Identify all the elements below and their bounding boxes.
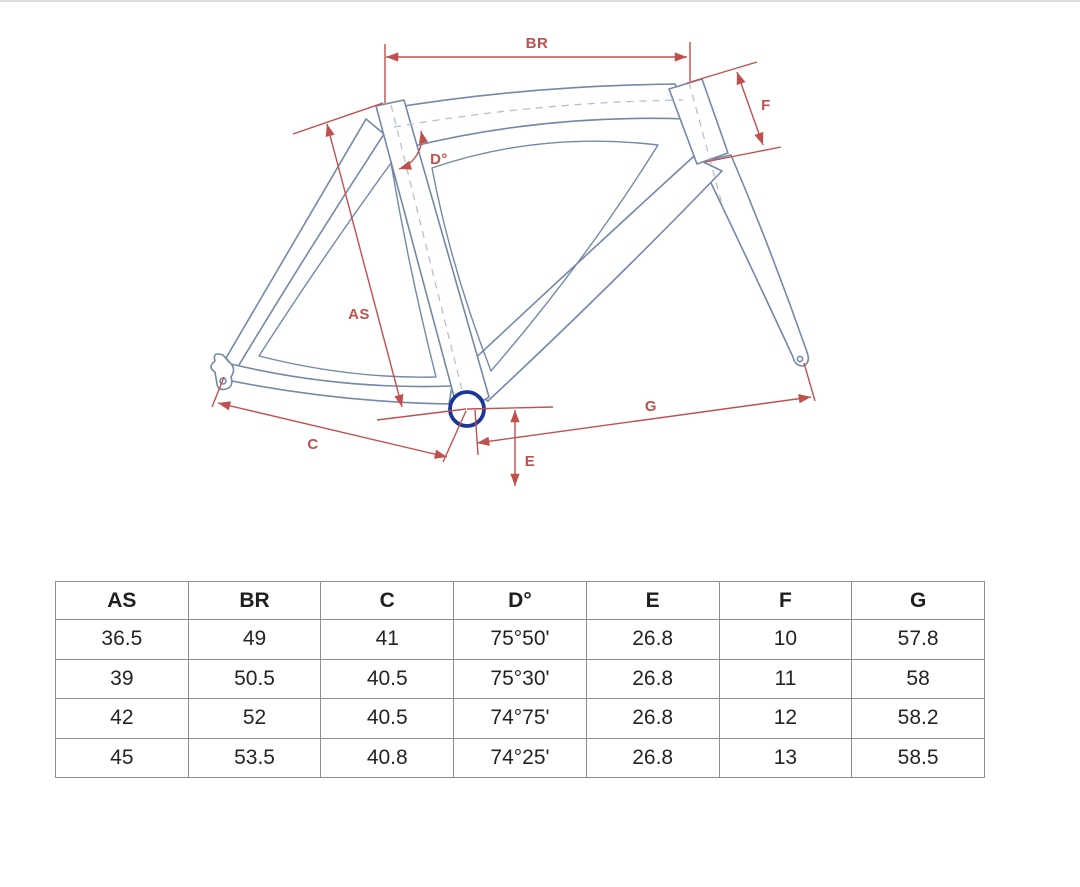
col-header-br: BR [188,582,321,620]
table-cell: 52 [188,699,321,739]
dim-label-c: C [307,436,319,453]
col-header-e: E [586,582,719,620]
chain-stay-tube [227,364,452,404]
table-cell: 26.8 [586,620,719,660]
table-cell: 49 [188,620,321,660]
table-cell: 42 [56,699,189,739]
table-cell: 40.8 [321,738,454,778]
head-tube [669,79,728,164]
table-cell: 75°50' [454,620,587,660]
col-header-f: F [719,582,852,620]
table-cell: 13 [719,738,852,778]
table-cell: 39 [56,659,189,699]
geometry-table [55,581,985,778]
dim-label-e: E [524,453,536,470]
table-cell: 58.2 [852,699,985,739]
seat-stay-tube [226,119,384,370]
dim-label-d-angle: D° [430,151,448,168]
table-row [56,699,985,739]
bike-frame-outline [211,79,808,405]
table-cell: 58.5 [852,738,985,778]
table-row [56,738,985,778]
table-cell: 11 [719,659,852,699]
table-cell: 50.5 [188,659,321,699]
table-cell: 40.5 [321,659,454,699]
table-cell: 57.8 [852,620,985,660]
table-cell: 26.8 [586,699,719,739]
table-cell: 74°75' [454,699,587,739]
table-cell: 53.5 [188,738,321,778]
table-header-row [56,582,985,620]
table-cell: 58 [852,659,985,699]
fork-dropout-slot [797,356,802,361]
dim-label-g: G [644,398,658,415]
table-cell: 36.5 [56,620,189,660]
table-cell: 75°30' [454,659,587,699]
table-cell: 12 [719,699,852,739]
down-tube [452,157,722,401]
table-cell: 41 [321,620,454,660]
table-row [56,659,985,699]
col-header-d-angle: D° [454,582,587,620]
table-cell: 74°25' [454,738,587,778]
col-header-c: C [321,582,454,620]
dim-label-br: BR [525,35,549,52]
table-cell: 26.8 [586,659,719,699]
table-cell: 26.8 [586,738,719,778]
table-cell: 40.5 [321,699,454,739]
top-tube [380,84,688,147]
dim-label-as: AS [348,306,370,323]
col-header-g: G [852,582,985,620]
table-cell: 45 [56,738,189,778]
table-cell: 10 [719,620,852,660]
table-row [56,620,985,660]
seat-tube [376,100,489,405]
dim-label-f: F [761,97,771,114]
col-header-as: AS [56,582,189,620]
